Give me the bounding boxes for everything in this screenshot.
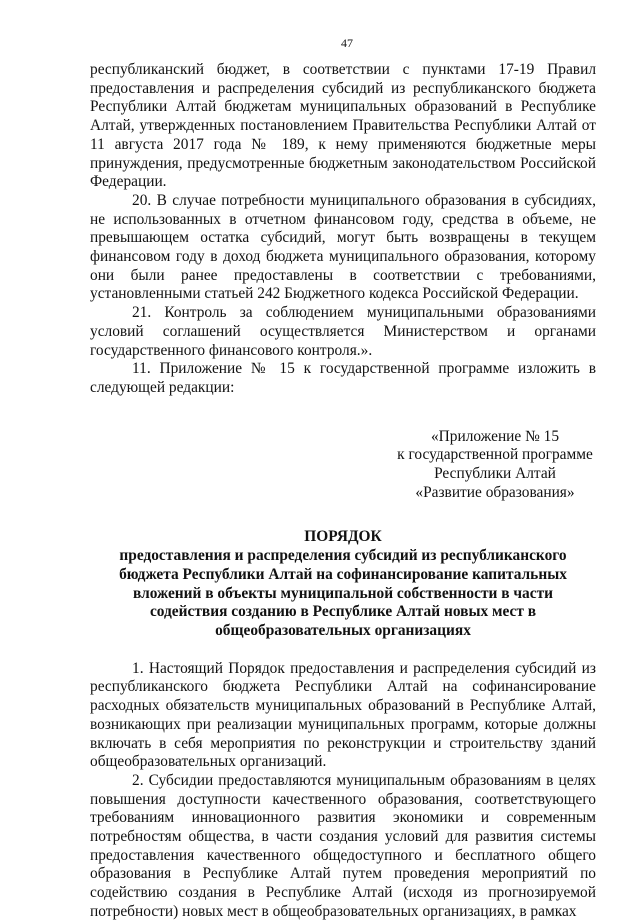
paragraph-clause-20: 20. В случае потребности муниципального образования в субсидиях, не использованных в отчетном финансовом году, средства в объеме, не превышающем остатка субсидий, могут быть возвращены в текущем финансовом году в доход бюджета муниципального образования, которому они были ранее предоставлены в соответствии с требованиями, установленными статьей 242 Бюджетного кодекса Российской Федерации. (90, 191, 596, 303)
document-subtitle: предоставления и распределения субсидий из республиканского бюджета Республики Алтай на софинансирование капитальных вложений в объекты муниципальной собственности в части содействия созданию в Республике Алтай новых мест в общеобразовательных организациях (119, 547, 567, 639)
annex-line-1: «Приложение № 15 (430, 427, 560, 445)
document-title: ПОРЯДОК (304, 528, 382, 546)
paragraph-item-11: 11. Приложение № 15 к государственной программе изложить в следующей редакции: (90, 360, 596, 396)
page-number: 47 (341, 36, 353, 50)
paragraph-point-2: 2. Субсидии предоставляются муниципальным образованиям в целях повышения доступности качественного образования, соответствующего требованиям инновационного развития экономики и современным потребностям общества, в части создания условий для развития системы предоставления качественного общедоступного и бесплатного общего образования в Республике Алтай путем проведения мероприятий по содействию создания в Республике Алтай (исходя из прогнозируемой потребности) новых мест в общеобразовательных организациях, в рамках (90, 771, 596, 920)
paragraph-point-1: 1. Настоящий Порядок предоставления и распределения субсидий из республиканского бюджета Республики Алтай на софинансирование расходных обязательств муниципальных образований в Республике Алтай, возникающих при реализации муниципальных программ, которые должны включать в себя мероприятия по реконструкции и строительству зданий общеобразовательных организаций. (90, 659, 596, 771)
paragraph-clause-21: 21. Контроль за соблюдением муниципальными образованиями условий соглашений осуществляется Министерством и органами государственного финансового контроля.». (90, 304, 596, 359)
annex-line-4: «Развитие образования» (415, 483, 575, 501)
annex-line-2: к государственной программе (397, 446, 593, 464)
annex-reference (380, 428, 610, 503)
paragraph-continuation: республиканский бюджет, в соответствии с пунктами 17-19 Правил предоставления и распределения субсидий из республиканского бюджета Республики Алтай бюджетам муниципальных образований в Республике Алтай, утвержденных постановлением Правительства Республики Алтай от 11 августа 2017 года № 189, к нему применяются бюджетные меры принуждения, предусмотренные бюджетным законодательством Российской Федерации. (90, 61, 596, 191)
annex-line-3: Республики Алтай (434, 465, 556, 483)
